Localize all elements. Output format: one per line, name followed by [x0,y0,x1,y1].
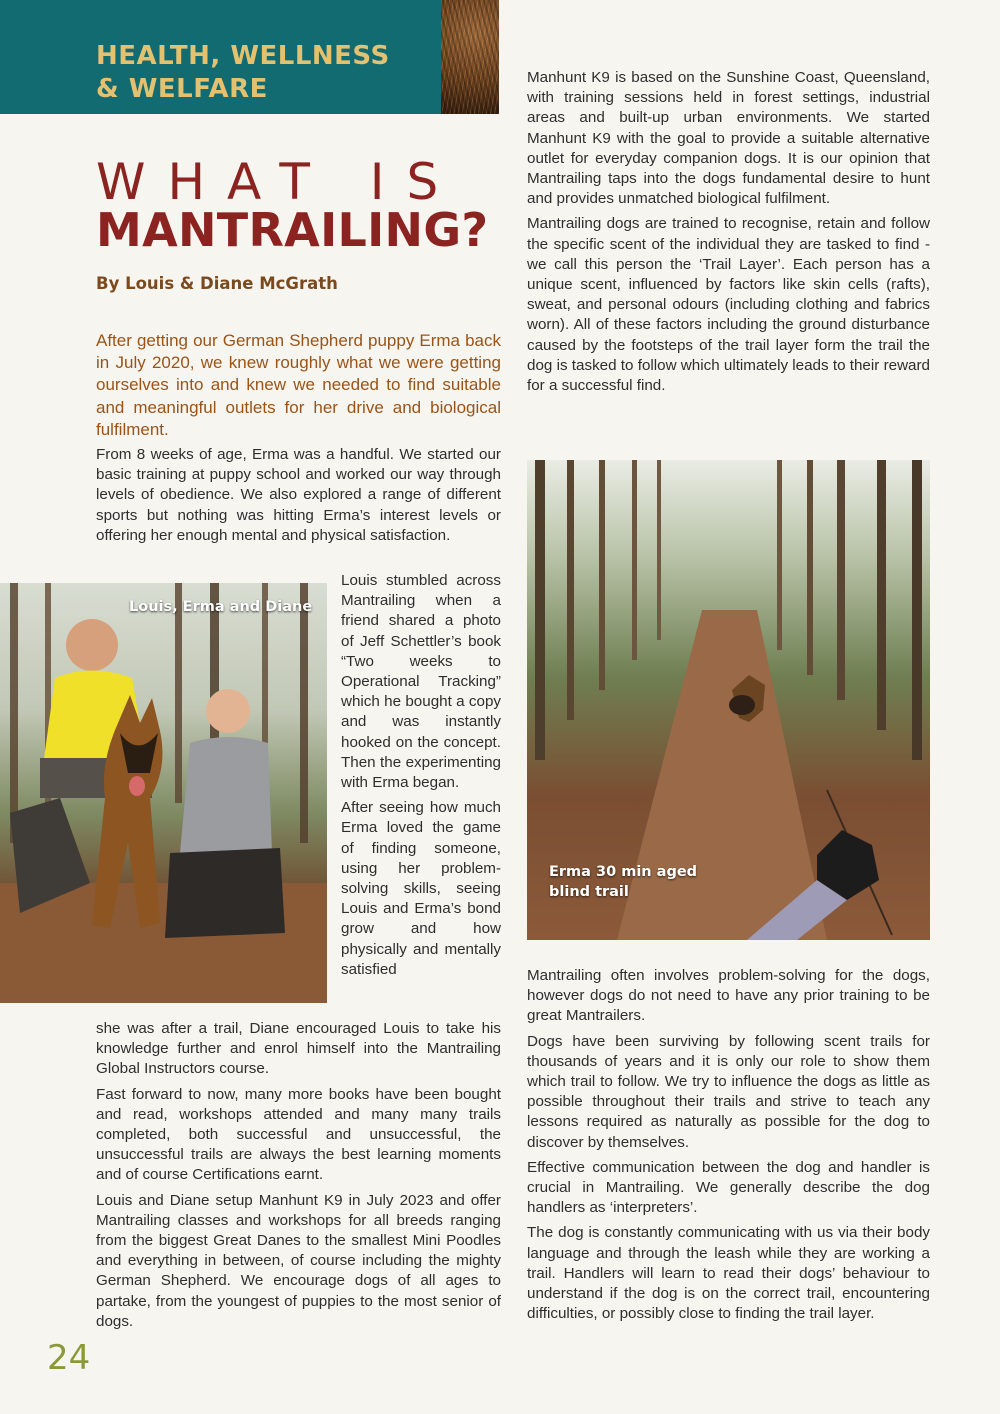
body-paragraph: Dogs have been surviving by following scent trails for thousands of years and it is only our role to show them which trail to follow. We try to influence the dogs as little as possible throughout their trails and strive to teach any lessons required as naturally as possible for the dog to discover by themselves. [527,1032,930,1151]
narrow-column [341,571,501,985]
photo-caption: Louis, Erma and Diane [129,599,313,615]
title-top: WHAT IS [96,153,461,211]
body-paragraph: Manhunt K9 is based on the Sunshine Coast, Queensland, with training sessions held in forest settings, industrial areas and built-up urban environments. We started Manhunt K9 with the goal to provide a suitable alternative outlet for everyday companion dogs. It is our opinion that Mantrailing taps into the dogs fundamental desire to hunt and provides unmatched biological fulfilment. [527,69,930,208]
title-main: MANTRAILING? [96,203,489,257]
photo-caption: Erma 30 min aged blind trail [549,864,698,900]
fur-texture-strip [441,0,499,114]
photo-louis-erma-diane [0,583,327,1003]
body-paragraph: she was after a trail, Diane encouraged Louis to take his knowledge further and enrol himself into the Mantrailing Global Instructors course. [96,1020,501,1078]
body-paragraph: After seeing how much Erma loved the game of finding someone, using her problem-solving skills, seeing Louis and Erma’s bond grow and how physically and mentally satisfied [341,799,501,978]
body-paragraph: Louis stumbled across Mantrailing when a friend shared a photo of Jeff Schettler’s book “Two weeks to Operational Tracking” which he bought a copy and was instantly hooked on the concept. Then the experimenting with Erma began. [341,572,501,792]
lead-paragraph: After getting our German Shepherd puppy Erma back in July 2020, we knew roughly what we were getting ourselves into and knew we needed to find suitable and meaningful outlets for her drive and biological fulfilment. [96,331,501,439]
body-paragraph: From 8 weeks of age, Erma was a handful. We started our basic training at puppy school and worked our way through levels of obedience. We also explored a range of different sports but nothing was hitting Erma’s interest levels or offering her enough mental and physical satisfaction. [96,446,501,544]
body-paragraph: Louis and Diane setup Manhunt K9 in July 2023 and offer Mantrailing classes and workshops for all breeds ranging from the biggest Great Danes to the smallest Mini Poodles and everything in between, of course including the mighty German Shepherd. We encourage dogs of all ages to partake, from the youngest of puppies to the most senior of dogs. [96,1191,501,1330]
body-paragraph: Mantrailing often involves problem-solving for the dogs, however dogs do not need to have any prior training to be great Mantrailers. [527,967,930,1025]
body-paragraph: Mantrailing dogs are trained to recognise, retain and follow the specific scent of the individual they are tasked to find - we call this person the ‘Trail Layer’. Each person has a unique scent, influenced by factors like skin cells (rafts), sweat, and personal odours (including clothing and fabrics worn). All of these factors including the ground disturbance caused by the footsteps of the trail layer form the trail the dog is tasked to follow which ultimately leads to their reward for a successful find. [527,215,930,395]
left-column-bottom [96,1019,501,1337]
right-column-top [527,68,930,401]
byline: By Louis & Diane McGrath [96,274,338,293]
section-label-line1: HEALTH, WELLNESS [96,41,390,71]
body-paragraph: The dog is constantly communicating with us via their body language and through the leash while they are working a trail. Handlers will learn to read their dogs’ behaviour to understand if the dog is on the correct trail, encountering difficulties, or possibly close to finding the trail layer. [527,1224,930,1323]
section-label [96,40,390,106]
body-paragraph: Effective communication between the dog and handler is crucial in Mantrailing. We generally describe the dog handlers as ‘interpreters’. [527,1158,930,1217]
section-label-line2: & WELFARE [96,74,268,104]
right-column-bottom [527,966,930,1329]
left-column-top [96,445,501,551]
body-paragraph: Fast forward to now, many more books have been bought and read, workshops attended and many many trails completed, both successful and unsuccessful, the unsuccessful trails are always the best learning moments and of course Certifications earnt. [96,1085,501,1184]
page-number: 24 [47,1338,91,1378]
